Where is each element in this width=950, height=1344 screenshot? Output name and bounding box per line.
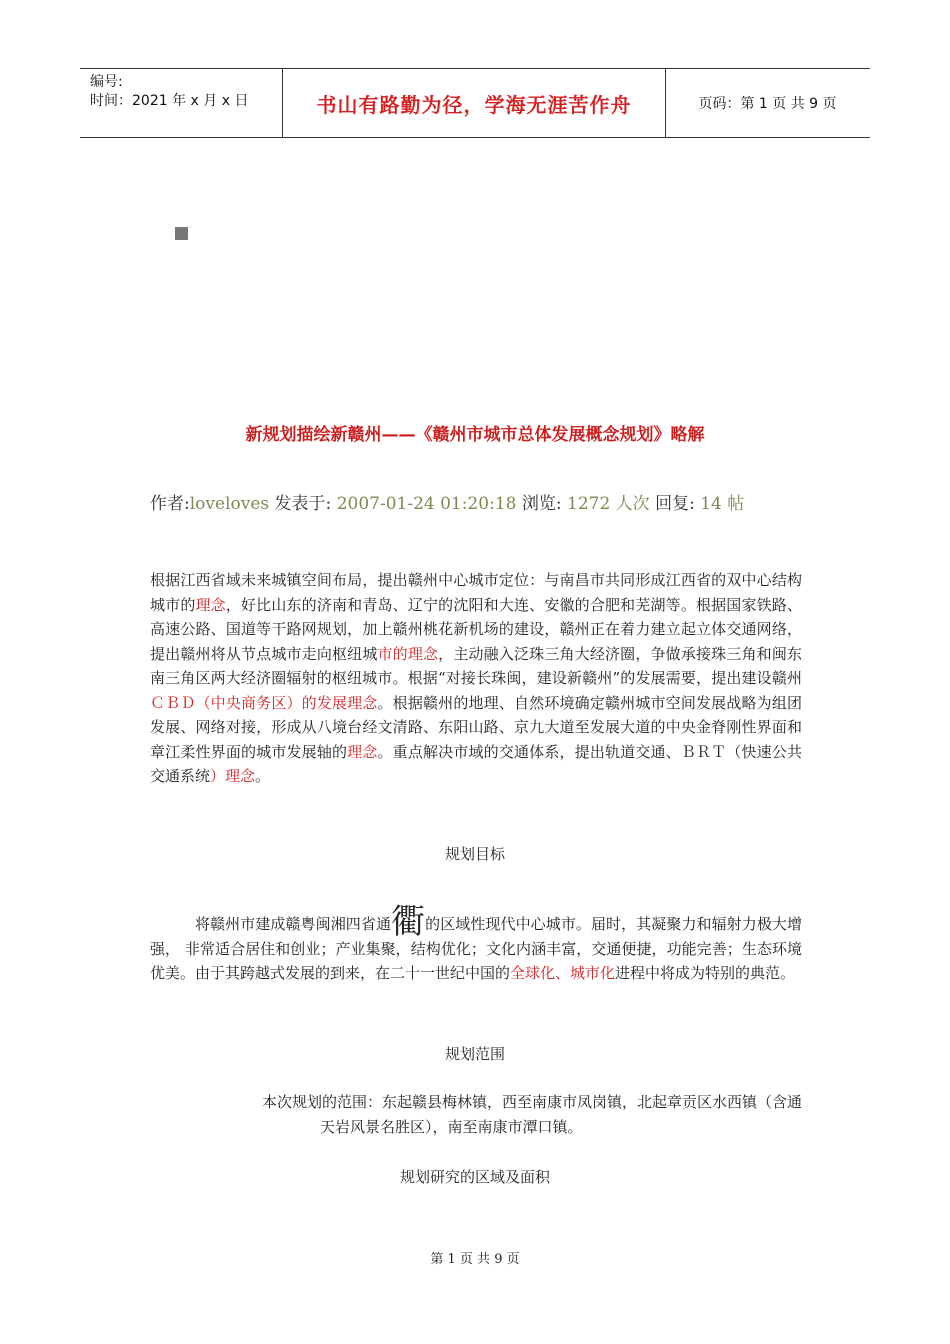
section-heading-scope: 规划范围	[444, 1045, 505, 1063]
posted-label: 发表于:	[269, 494, 337, 514]
link-globalization[interactable]: 全球化、城市化	[510, 964, 616, 982]
link-concept[interactable]: 市的理念	[377, 644, 439, 663]
link-concept[interactable]: 理念	[195, 595, 226, 614]
paragraph-text: ，主动融入泛珠三角大经济圈，争做承接珠三角和闽东南三角区两大经济圈辐射的枢纽城市。根据“对接长珠闽，建设新赣州”的发展需要，提出建设赣州	[150, 644, 802, 687]
author-name[interactable]: loveloves	[189, 494, 270, 514]
header-page-info: 页码：第 1 页 共 9 页	[698, 96, 837, 112]
large-glyph: 衢	[391, 902, 426, 942]
replies-count: 14 帖	[700, 494, 745, 514]
views-count: 1272 人次	[567, 494, 650, 514]
section-heading-goals: 规划目标	[444, 845, 505, 863]
page-header	[80, 68, 870, 138]
header-motto: 书山有路勤为径，学海无涯苦作舟	[316, 92, 632, 117]
paragraph-text: 。	[255, 767, 271, 785]
paragraph-text: 将赣州市建成赣粤闽湘四省通	[195, 915, 392, 933]
paragraph-text: 。根据赣州的地理、自然环境确定赣州城市空间发展战略为组团发展、网络对接，形成从八境台经文清路、东阳山路、京九大道至发展大道的中央金脊刚性界面和章江柔性界面的城市发展轴的	[150, 693, 802, 761]
header-left-cell	[90, 73, 248, 111]
paragraph-positioning	[150, 568, 802, 789]
author-label: 作者:	[150, 494, 190, 514]
page-footer: 第 1 页 共 9 页	[430, 1252, 520, 1267]
paragraph-text: 根据江西省域未来城镇空间布局，提出赣州中心城市定位：与南昌市共同形成江西省的双中心结构城市的	[150, 571, 802, 614]
number-label: 编号:	[90, 74, 123, 90]
article-meta	[150, 491, 802, 517]
paragraph-scope	[150, 1090, 802, 1139]
section-heading-area: 规划研究的区域及面积	[399, 1168, 550, 1186]
replies-label: 回复:	[649, 494, 701, 514]
article-title: 新规划描绘新赣州——《赣州市城市总体发展概念规划》略解	[245, 425, 705, 445]
paragraph-text: 的区域性现代中心城市。届时，其凝聚力和辐射力极大增强， 非常适合居住和创业；产业集聚，结构优化；文化内涵丰富，交通便捷，功能完善；生态环境优美。由于其跨越式发展的到来，在二十一世纪中国的	[150, 915, 802, 982]
link-concept[interactable]: 理念	[347, 742, 378, 761]
paragraph-goals	[150, 902, 802, 986]
link-cbd-concept[interactable]: ＣＢＤ（中央商务区）的发展理念	[150, 693, 378, 712]
scope-line: 本次规划的范围：东起赣县梅林镇，西至南康市凤岗镇，北起章贡区水西镇（含通	[261, 1093, 802, 1111]
views-label: 浏览:	[516, 494, 568, 514]
paragraph-text: ，好比山东的济南和青岛、辽宁的沈阳和大连、安徽的合肥和芜湖等。根据国家铁路、高速公路、国道等干路网规划，加上赣州桃花新机场的建设，赣州正在着力建立起立体交通网络，提出赣州将从节点城市走向枢纽城	[150, 595, 802, 663]
scope-line: 天岩风景名胜区），南至南康市潭口镇。	[320, 1117, 583, 1136]
posted-time: 2007-01-24 01:20:18	[336, 494, 517, 514]
square-bullet-icon	[175, 227, 188, 240]
link-concept[interactable]: ）理念	[210, 767, 256, 785]
time-label: 时间：2021 年 x 月 x 日	[90, 93, 249, 109]
paragraph-text: 。重点解决市域的交通体系，提出轨道交通、ＢＲＴ（快速公共交通系统	[150, 742, 802, 785]
paragraph-text: 进程中将成为特别的典范。	[615, 964, 796, 982]
